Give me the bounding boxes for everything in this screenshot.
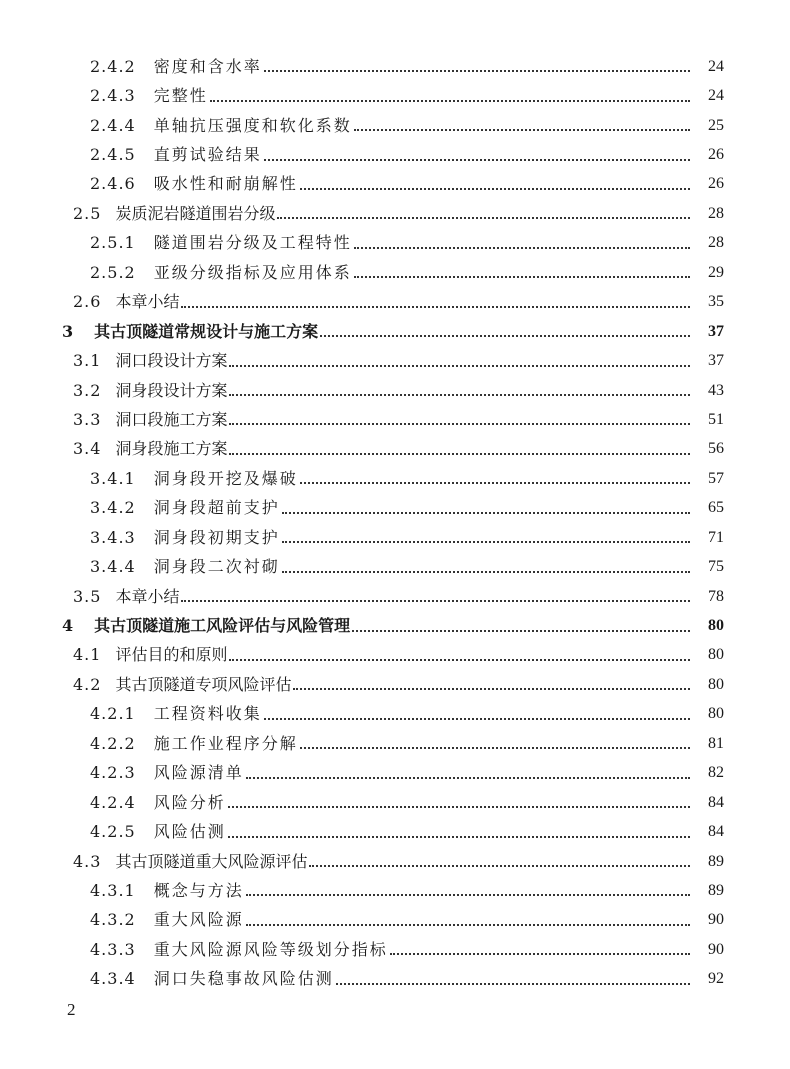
toc-entry-number: 3.3 [73, 409, 102, 429]
toc-entry-title: 单轴抗压强度和软化系数 [153, 115, 352, 135]
dot-leader [300, 481, 690, 484]
toc-entry-number: 3.4.2 [90, 498, 136, 518]
toc-entry [0, 229, 790, 258]
toc-entry-page: 51 [708, 410, 724, 428]
toc-entry-page: 26 [708, 146, 724, 164]
dot-leader [277, 216, 690, 219]
toc-entry [0, 729, 790, 758]
toc-entry-page: 80 [708, 617, 724, 635]
toc-entry-number: 3.4.4 [90, 557, 136, 577]
toc-entry [0, 405, 790, 434]
toc-entry-title: 施工作业程序分解 [153, 733, 298, 753]
toc-entry [0, 199, 790, 228]
dot-leader [246, 923, 690, 926]
toc-entry-title: 亚级分级指标及应用体系 [153, 262, 352, 282]
toc-entry [0, 170, 790, 199]
toc-entry-page: 37 [708, 322, 724, 340]
toc-entry-page: 75 [708, 558, 724, 576]
dot-leader [354, 246, 690, 249]
toc-entry-title: 直剪试验结果 [153, 145, 262, 165]
toc-entry [0, 935, 790, 964]
dot-leader [228, 835, 690, 838]
dot-leader [300, 187, 690, 190]
toc-entry-page: 80 [708, 705, 724, 723]
toc-entry-number: 3.4 [73, 439, 102, 459]
dot-leader [229, 658, 690, 661]
toc-entry-title: 洞身段设计方案 [115, 380, 228, 400]
dot-leader [229, 452, 690, 455]
toc-entry [0, 670, 790, 699]
dot-leader [282, 511, 690, 514]
toc-entry-title: 洞身段二次衬砌 [153, 557, 280, 577]
toc-entry-page: 80 [708, 675, 724, 693]
toc-entry-title: 洞身段初期支护 [153, 527, 280, 547]
toc-entry-page: 89 [708, 881, 724, 899]
toc-entry [0, 523, 790, 552]
toc-entry-title: 概念与方法 [153, 880, 244, 900]
toc-entry-title: 本章小结 [115, 292, 180, 312]
toc-entry-page: 90 [708, 911, 724, 929]
toc-entry [0, 611, 790, 640]
toc-entry [0, 759, 790, 788]
toc-entry-number: 4.2.1 [90, 704, 136, 724]
toc-entry-title: 其古顶隧道重大风险源评估 [115, 851, 308, 871]
toc-entry [0, 906, 790, 935]
dot-leader [354, 128, 690, 131]
toc-entry [0, 140, 790, 169]
dot-leader [229, 422, 690, 425]
toc-entry-page: 35 [708, 293, 724, 311]
toc-entry-page: 71 [708, 528, 724, 546]
toc-entry-number: 4.2.3 [90, 763, 136, 783]
toc-entry [0, 641, 790, 670]
dot-leader [229, 364, 690, 367]
toc-entry-title: 其古顶隧道专项风险评估 [115, 674, 292, 694]
dot-leader [352, 629, 690, 632]
toc-entry-number: 3.5 [73, 586, 102, 606]
toc-entry-number: 2.4.3 [90, 86, 136, 106]
dot-leader [354, 275, 690, 278]
toc-entry [0, 52, 790, 81]
toc-entry-title: 完整性 [153, 86, 208, 106]
toc-entry-title: 评估目的和原则 [115, 645, 228, 665]
dot-leader [300, 746, 690, 749]
dot-leader [210, 99, 690, 102]
toc-entry-title: 密度和含水率 [153, 56, 262, 76]
toc-entry [0, 288, 790, 317]
toc-entry-page: 90 [708, 940, 724, 958]
dot-leader [282, 570, 690, 573]
toc-entry-page: 56 [708, 440, 724, 458]
toc-entry [0, 464, 790, 493]
dot-leader [309, 864, 690, 867]
dot-leader [229, 393, 690, 396]
toc-entry-title: 洞身段超前支护 [153, 498, 280, 518]
toc-entry-page: 80 [708, 646, 724, 664]
toc-entry-page: 43 [708, 381, 724, 399]
toc-entry-number: 3.2 [73, 380, 102, 400]
toc-entry-title: 重大风险源风险等级划分指标 [153, 939, 388, 959]
toc-entry-title: 风险分析 [153, 792, 226, 812]
toc-entry-number: 2.6 [73, 292, 102, 312]
toc-entry-page: 28 [708, 234, 724, 252]
toc-entry [0, 494, 790, 523]
toc-entry-page: 78 [708, 587, 724, 605]
dot-leader [246, 776, 690, 779]
toc-entry-number: 2.5.2 [90, 262, 136, 282]
toc-entry-title: 炭质泥岩隧道围岩分级 [115, 203, 276, 223]
toc-entry [0, 346, 790, 375]
toc-entry-page: 81 [708, 734, 724, 752]
toc-entry-number: 2.4.6 [90, 174, 136, 194]
dot-leader [264, 158, 690, 161]
toc-entry-title: 隧道围岩分级及工程特性 [153, 233, 352, 253]
toc-entry-number: 4.2.4 [90, 792, 136, 812]
toc-entry-title: 其古顶隧道常规设计与施工方案 [94, 321, 319, 341]
dot-leader [390, 952, 690, 955]
dot-leader [181, 305, 690, 308]
toc-entry-title: 风险估测 [153, 822, 226, 842]
toc-entry-number: 4.2.5 [90, 822, 136, 842]
toc-entry-page: 84 [708, 823, 724, 841]
toc-entry-title: 洞口段施工方案 [115, 409, 228, 429]
toc-entry-number: 4.3 [73, 851, 102, 871]
toc-entry-page: 28 [708, 204, 724, 222]
toc-entry [0, 552, 790, 581]
dot-leader [181, 599, 690, 602]
toc-entry-page: 84 [708, 793, 724, 811]
toc-entry-number: 4.3.4 [90, 969, 136, 989]
dot-leader [320, 334, 690, 337]
toc-entry-number: 2.5.1 [90, 233, 136, 253]
toc-entry-page: 89 [708, 852, 724, 870]
toc-entry [0, 847, 790, 876]
toc-entry-number: 4.2.2 [90, 733, 136, 753]
toc-entry-page: 37 [708, 352, 724, 370]
toc-entry-number: 2.4.4 [90, 115, 136, 135]
toc-entry [0, 317, 790, 346]
dot-leader [246, 893, 690, 896]
table-of-contents [0, 52, 790, 994]
toc-entry-title: 吸水性和耐崩解性 [153, 174, 298, 194]
toc-entry-page: 92 [708, 970, 724, 988]
toc-entry-page: 82 [708, 764, 724, 782]
toc-entry-title: 洞口失稳事故风险估测 [153, 969, 334, 989]
toc-entry-title: 本章小结 [115, 586, 180, 606]
toc-entry-number: 3.4.1 [90, 468, 136, 488]
toc-entry-title: 风险源清单 [153, 763, 244, 783]
toc-entry-number: 4.3.3 [90, 939, 136, 959]
toc-entry-number: 3 [62, 321, 75, 341]
toc-entry-number: 4.1 [73, 645, 102, 665]
toc-entry-page: 29 [708, 263, 724, 281]
dot-leader [282, 540, 690, 543]
dot-leader [293, 687, 690, 690]
toc-entry-number: 2.5 [73, 203, 102, 223]
toc-entry-title: 工程资料收集 [153, 704, 262, 724]
toc-entry [0, 965, 790, 994]
toc-entry-number: 2.4.2 [90, 56, 136, 76]
page-number: 2 [67, 1000, 76, 1019]
toc-entry-page: 65 [708, 499, 724, 517]
toc-entry-number: 4 [62, 616, 75, 636]
toc-entry-title: 洞身段开挖及爆破 [153, 468, 298, 488]
dot-leader [228, 805, 690, 808]
toc-entry [0, 876, 790, 905]
toc-entry [0, 81, 790, 110]
toc-entry-page: 57 [708, 469, 724, 487]
toc-entry [0, 376, 790, 405]
toc-entry-title: 洞口段设计方案 [115, 351, 228, 371]
toc-entry-number: 4.3.2 [90, 910, 136, 930]
toc-entry-number: 4.2 [73, 674, 102, 694]
toc-entry-page: 24 [708, 87, 724, 105]
toc-entry-number: 4.3.1 [90, 880, 136, 900]
toc-entry-title: 其古顶隧道施工风险评估与风险管理 [94, 616, 351, 636]
toc-entry [0, 700, 790, 729]
toc-entry-page: 24 [708, 57, 724, 75]
toc-entry-title: 重大风险源 [153, 910, 244, 930]
toc-entry-number: 3.4.3 [90, 527, 136, 547]
toc-entry-page: 26 [708, 175, 724, 193]
toc-entry [0, 435, 790, 464]
toc-entry-title: 洞身段施工方案 [115, 439, 228, 459]
toc-entry-page: 25 [708, 116, 724, 134]
dot-leader [264, 69, 690, 72]
toc-entry-number: 2.4.5 [90, 145, 136, 165]
toc-entry [0, 817, 790, 846]
toc-entry [0, 582, 790, 611]
toc-entry [0, 111, 790, 140]
toc-entry [0, 258, 790, 287]
dot-leader [336, 982, 690, 985]
toc-entry-number: 3.1 [73, 351, 102, 371]
dot-leader [264, 717, 690, 720]
toc-entry [0, 788, 790, 817]
